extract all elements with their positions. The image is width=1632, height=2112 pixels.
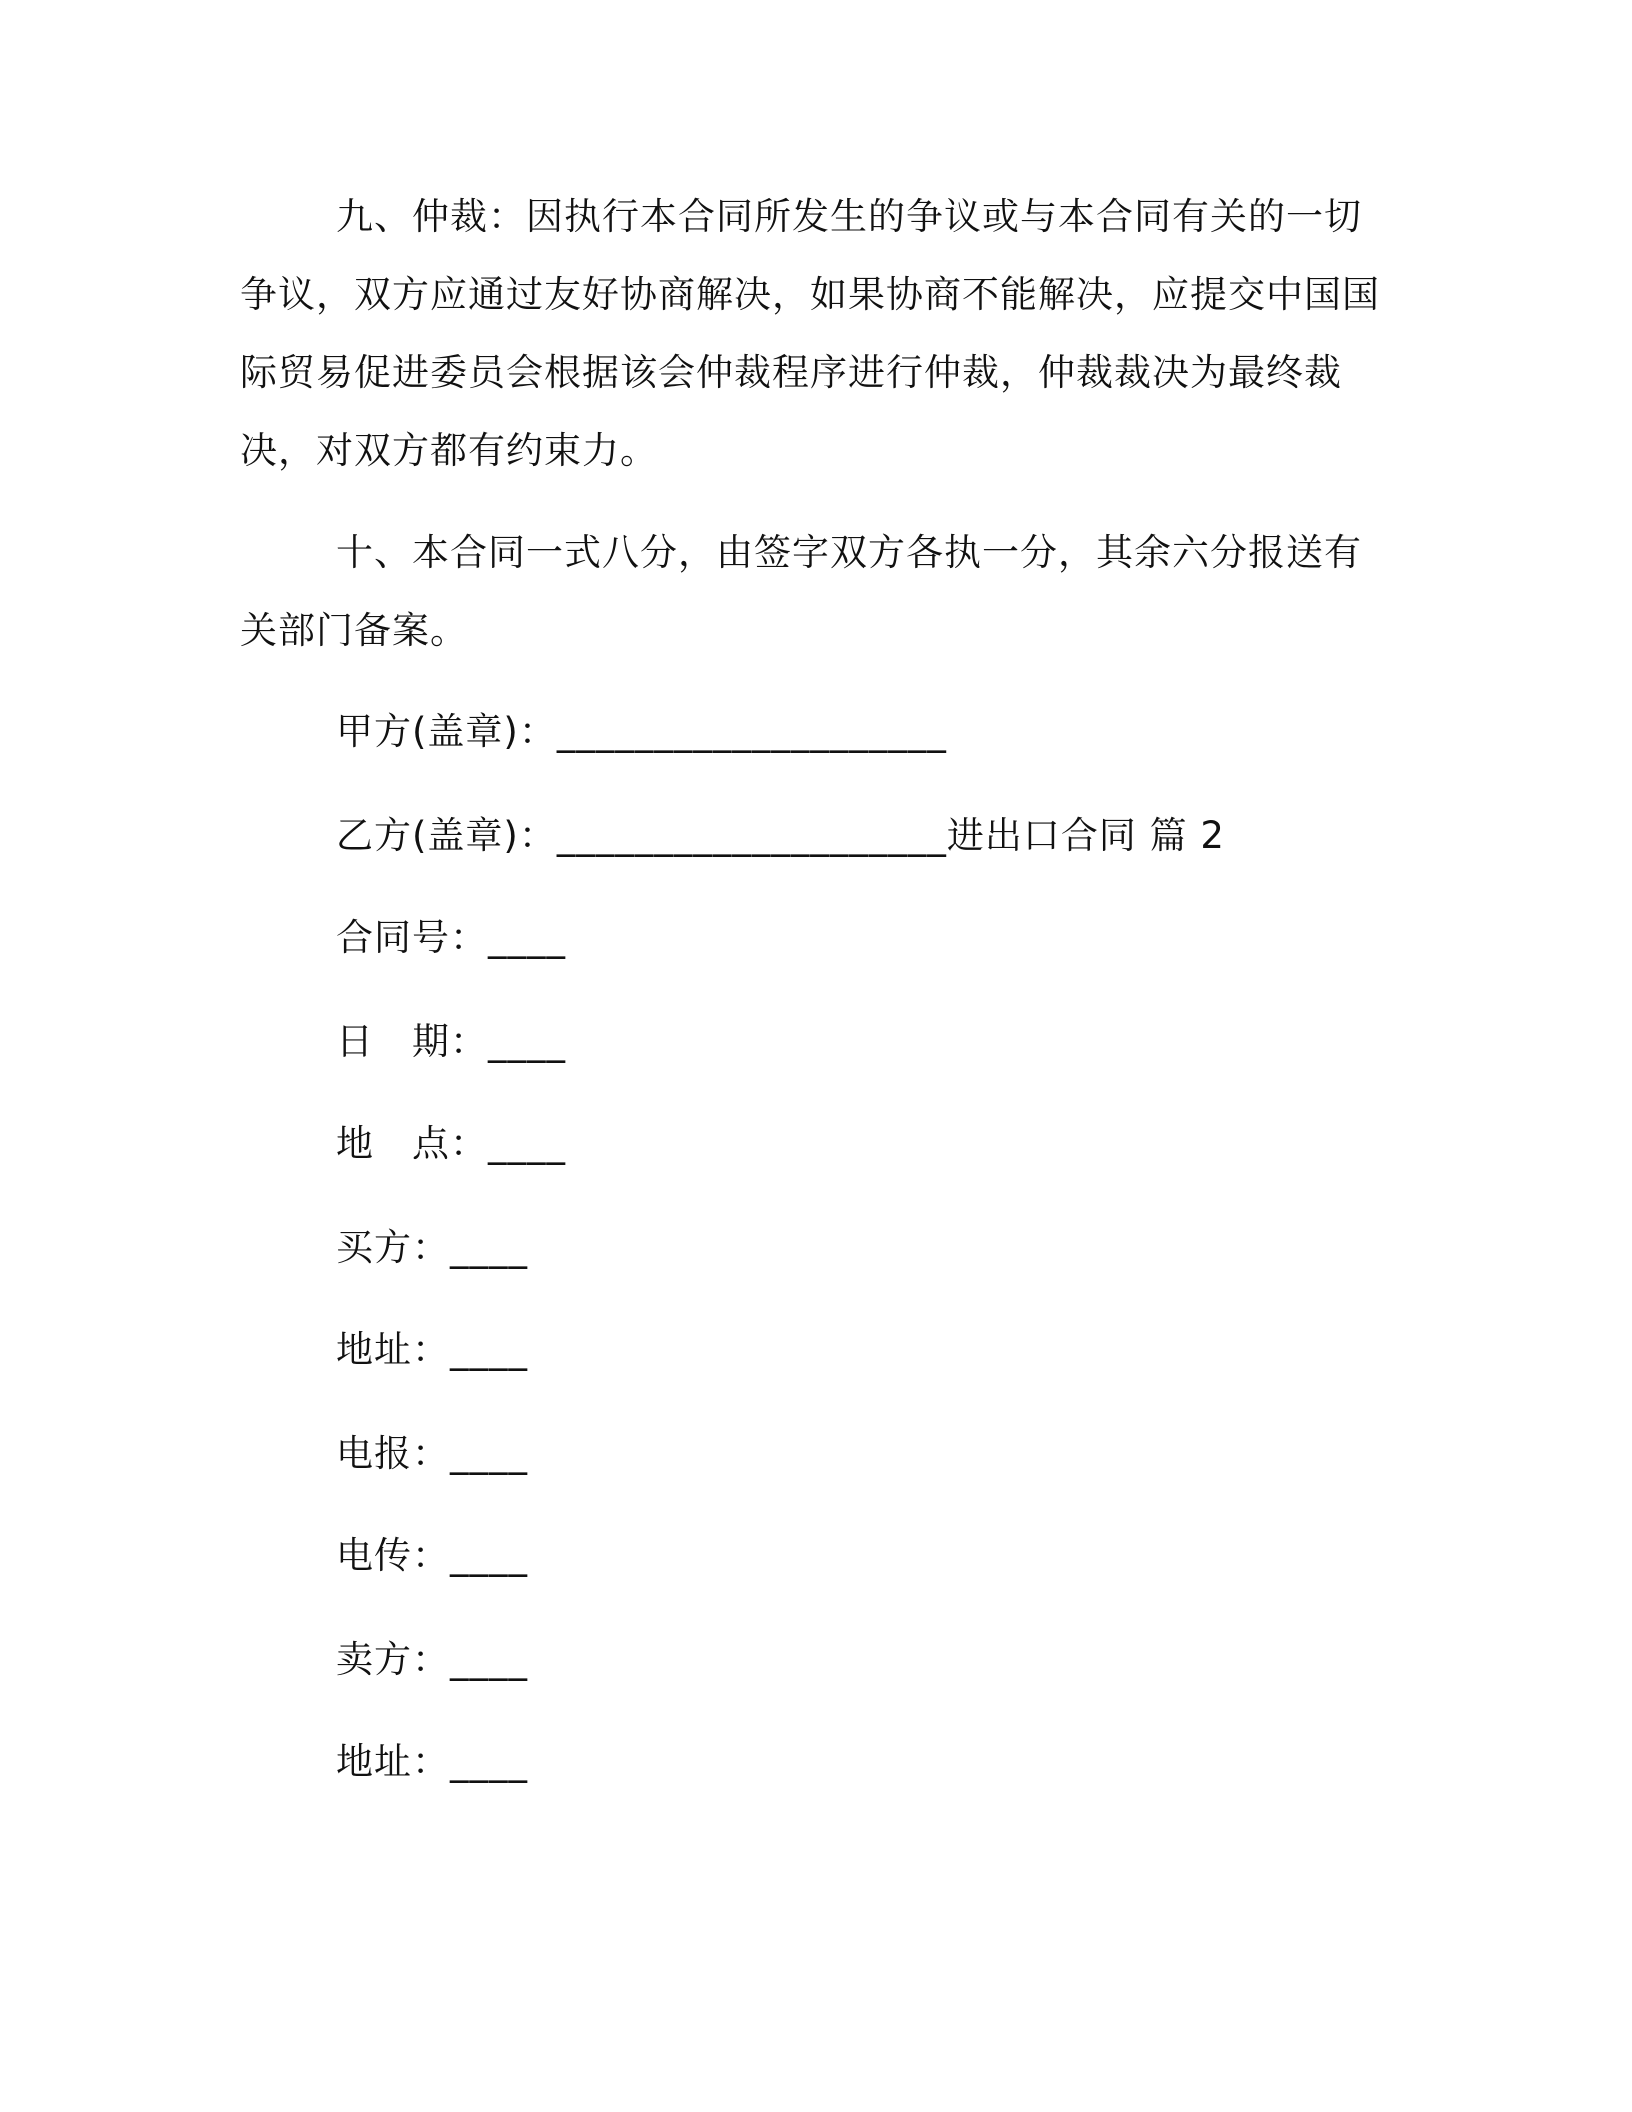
location-field: 地 点：____ <box>336 1122 566 1165</box>
clause-9-paragraph: 九、仲裁：因执行本合同所发生的争议或与本合同有关的一切争议，双方应通过友好协商解决，如果协商不能解决，应提交中国国际贸易促进委员会根据该会仲裁程序进行仲裁，仲裁裁决为最终裁决，对双方都有约束力。 <box>240 195 1380 472</box>
clause-10-block <box>240 514 1380 670</box>
contract-number-field: 合同号：____ <box>336 916 566 959</box>
buyer-field: 买方：____ <box>336 1226 528 1269</box>
party-b-seal-line: 乙方(盖章)：____________________进出口合同 篇 2 <box>336 814 1225 857</box>
clause-10-paragraph: 十、本合同一式八分，由签字双方各执一分，其余六分报送有关部门备案。 <box>240 531 1362 652</box>
clause-9-block <box>240 178 1380 490</box>
party-a-seal-line: 甲方(盖章)：____________________ <box>336 710 947 753</box>
buyer-telex-field: 电传：____ <box>336 1534 528 1577</box>
buyer-telegram-field: 电报：____ <box>336 1432 528 1475</box>
seller-address-field: 地址：____ <box>336 1740 528 1783</box>
date-field: 日 期：____ <box>336 1020 566 1063</box>
buyer-address-field: 地址：____ <box>336 1328 528 1371</box>
seller-field: 卖方：____ <box>336 1638 528 1681</box>
